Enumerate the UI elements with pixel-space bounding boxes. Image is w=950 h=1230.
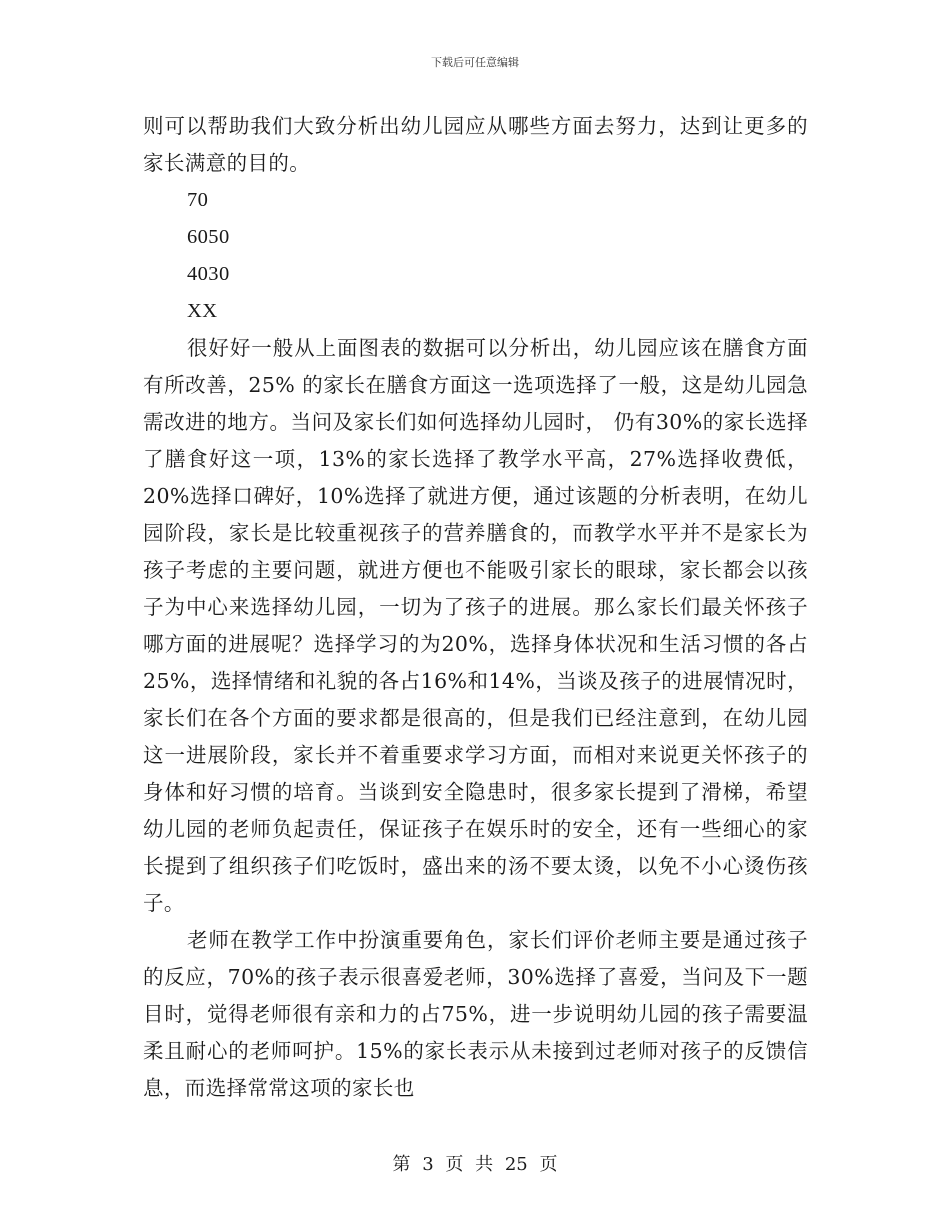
- analysis-paragraph: 很好好一般从上面图表的数据可以分析出，幼儿园应该在膳食方面有所改善，25% 的家长在膳食方面这一选项选择了一般，这是幼儿园急需改进的地方。当问及家长们如何选择幼儿园时， 仍有30%的家长选择了膳食好这一项，13%的家长选择了教学水平高，27%选择收费低，20%选择口碑好，10%选择了就进方便，通过该题的分析表明，在幼儿园阶段，家长是比较重视孩子的营养膳食的，而教学水平并不是家长为孩子考虑的主要问题，就进方便也不能吸引家长的眼球，家长都会以孩子为中心来选择幼儿园，一切为了孩子的进展。那么家长们最关怀孩子哪方面的进展呢？选择学习的为20%，选择身体状况和生活习惯的各占25%，选择情绪和礼貌的各占16%和14%，当谈及孩子的进展情况时，家长们在各个方面的要求都是很高的，但是我们已经注意到，在幼儿园这一进展阶段，家长并不着重要求学习方面，而相对来说更关怀孩子的身体和好习惯的培育。当谈到安全隐患时，很多家长提到了滑梯，希望幼儿园的老师负起责任，保证孩子在娱乐时的安全，还有一些细心的家长提到了组织孩子们吃饭时，盛出来的汤不要太烫，以免不小心烫伤孩子。: [143, 336, 808, 915]
- chart-fragment-3: 4030: [187, 263, 230, 285]
- document-body: [143, 108, 808, 1107]
- page-header-note: 下载后可任意编辑: [431, 56, 519, 69]
- page-number: 第 3 页 共 25 页: [392, 1154, 558, 1175]
- teacher-paragraph: 老师在教学工作中扮演重要角色，家长们评价老师主要是通过孩子的反应，70%的孩子表示很喜爱老师，30%选择了喜爱，当问及下一题目时，觉得老师很有亲和力的占75%，进一步说明幼儿园的孩子需要温柔且耐心的老师呵护。15%的家长表示从未接到过老师对孩子的反馈信息，而选择常常这项的家长也: [143, 928, 808, 1100]
- intro-paragraph: 则可以帮助我们大致分析出幼儿园应从哪些方面去努力，达到让更多的家长满意的目的。: [143, 114, 808, 175]
- chart-fragment-1: 70: [187, 189, 209, 211]
- chart-fragment-2: 6050: [187, 226, 230, 248]
- chart-fragment-4: XX: [187, 300, 218, 322]
